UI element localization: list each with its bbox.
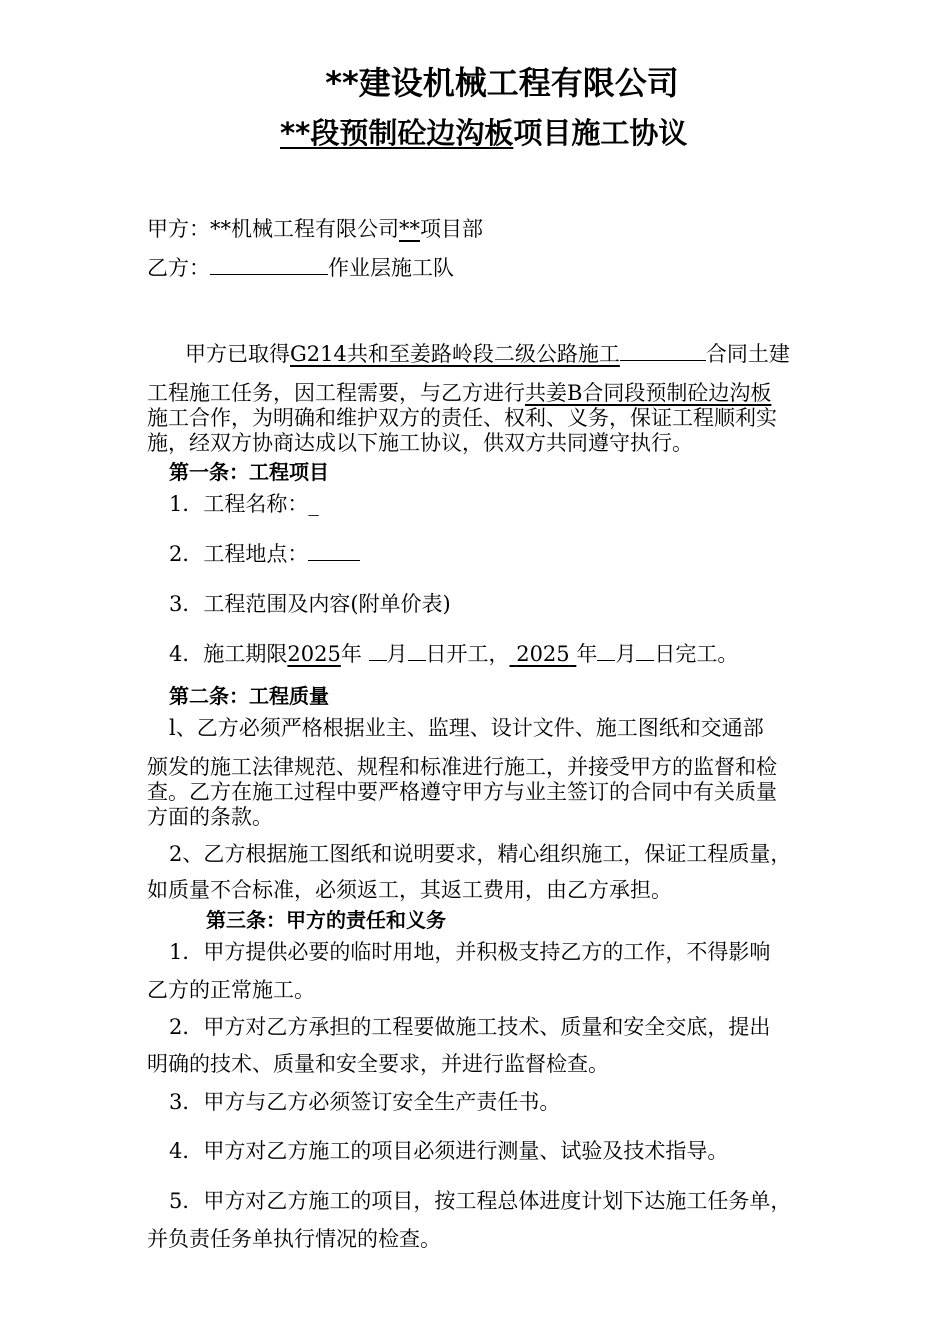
article-1-item-4 [169, 642, 738, 666]
year-label: 年 [340, 642, 362, 666]
company-title: **建设机械工程有限公司 [325, 64, 679, 102]
intro-text: 工程施工任务，因工程需要，与乙方进行 [147, 381, 525, 405]
party-b-suffix: 作业层施工队 [328, 256, 454, 280]
party-a-underlined: ** [399, 217, 420, 241]
party-b-line [147, 256, 454, 280]
location-blank [308, 542, 360, 561]
article-2-p2-line-2: 如质量不合标准，必须返工，其返工费用，由乙方承担。 [147, 878, 672, 902]
intro-project-name: G214共和至姜路岭段二级公路施工 [290, 342, 620, 366]
article-2-p1-line-3: 查。乙方在施工过程中要严格遵守甲方与业主签订的合同中有关质量 [147, 780, 777, 804]
article-3-item-2-line-1: 2．甲方对乙方承担的工程要做施工技术、质量和安全交底，提出 [169, 1015, 771, 1039]
month-label: 月 [615, 642, 637, 666]
agreement-title-rest: 项目施工协议 [513, 116, 688, 150]
article-3-item-5-line-1: 5．甲方对乙方施工的项目，按工程总体进度计划下达施工任务单， [169, 1189, 792, 1213]
intro-contract-section: 共姜B合同段预制砼边沟板 [525, 381, 772, 405]
intro-line-3: 施工合作，为明确和维护双方的责任、权利、义务，保证工程顺利实 [147, 406, 777, 430]
article-3-item-3: 3．甲方与乙方必须签订安全生产责任书。 [169, 1090, 561, 1114]
agreement-title [280, 111, 687, 152]
party-b-prefix: 乙方： [147, 256, 210, 280]
party-a-suffix: 项目部 [420, 217, 483, 241]
intro-line-1 [185, 342, 790, 366]
month-label: 月 [386, 642, 408, 666]
article-2-p2-line-1: 2、乙方根据施工图纸和说明要求，精心组织施工，保证工程质量， [169, 842, 792, 866]
article-1-item-1: 1．工程名称：_ [169, 492, 319, 516]
intro-text: 甲方已取得 [185, 342, 290, 366]
end-month-blank [597, 642, 615, 661]
article-2-heading: 第二条：工程质量 [169, 684, 329, 708]
intro-text: 合同土建 [705, 342, 790, 366]
article-2-p1-line-2: 颁发的施工法律规范、规程和标准进行施工，并接受甲方的监督和检 [147, 755, 777, 779]
end-year: 2025 [516, 642, 570, 666]
party-a-prefix: 甲方：**机械工程有限公司 [147, 217, 399, 241]
year-label: 年 [576, 642, 598, 666]
period-label: 4．施工期限 [169, 642, 288, 666]
start-year: 2025 [287, 642, 341, 666]
intro-line-4: 施，经双方协商达成以下施工协议，供双方共同遵守执行。 [147, 431, 693, 455]
article-3-item-5-line-2: 并负责任务单执行情况的检查。 [147, 1227, 441, 1251]
intro-blank [620, 342, 706, 361]
article-3-item-1-line-1: 1．甲方提供必要的临时用地，并积极支持乙方的工作，不得影响 [169, 940, 771, 964]
article-3-item-2-line-2: 明确的技术、质量和安全要求，并进行监督检查。 [147, 1052, 609, 1076]
start-month-blank [369, 642, 387, 661]
intro-line-2 [147, 381, 771, 405]
article-1-item-2 [169, 542, 360, 566]
end-day-blank [636, 642, 654, 661]
article-2-p1-line-4: 方面的条款。 [147, 805, 273, 829]
start-label: 日开工， [425, 642, 510, 666]
article-1-item-2-text: 2．工程地点： [169, 542, 309, 566]
article-3-item-1-line-2: 乙方的正常施工。 [147, 978, 315, 1002]
article-1-item-3: 3．工程范围及内容(附单价表) [169, 592, 451, 616]
article-2-p1-line-1: l、乙方必须严格根据业主、监理、设计文件、施工图纸和交通部 [169, 716, 764, 740]
end-label: 日完工。 [654, 642, 739, 666]
party-b-blank [210, 256, 328, 275]
article-3-item-4: 4．甲方对乙方施工的项目必须进行测量、试验及技术指导。 [169, 1139, 729, 1163]
agreement-title-underlined: **段预制砼边沟板 [280, 116, 514, 150]
start-day-blank [408, 642, 426, 661]
article-3-heading: 第三条：甲方的责任和义务 [206, 908, 446, 932]
article-1-heading: 第一条：工程项目 [169, 460, 329, 484]
party-a-line [147, 217, 483, 241]
